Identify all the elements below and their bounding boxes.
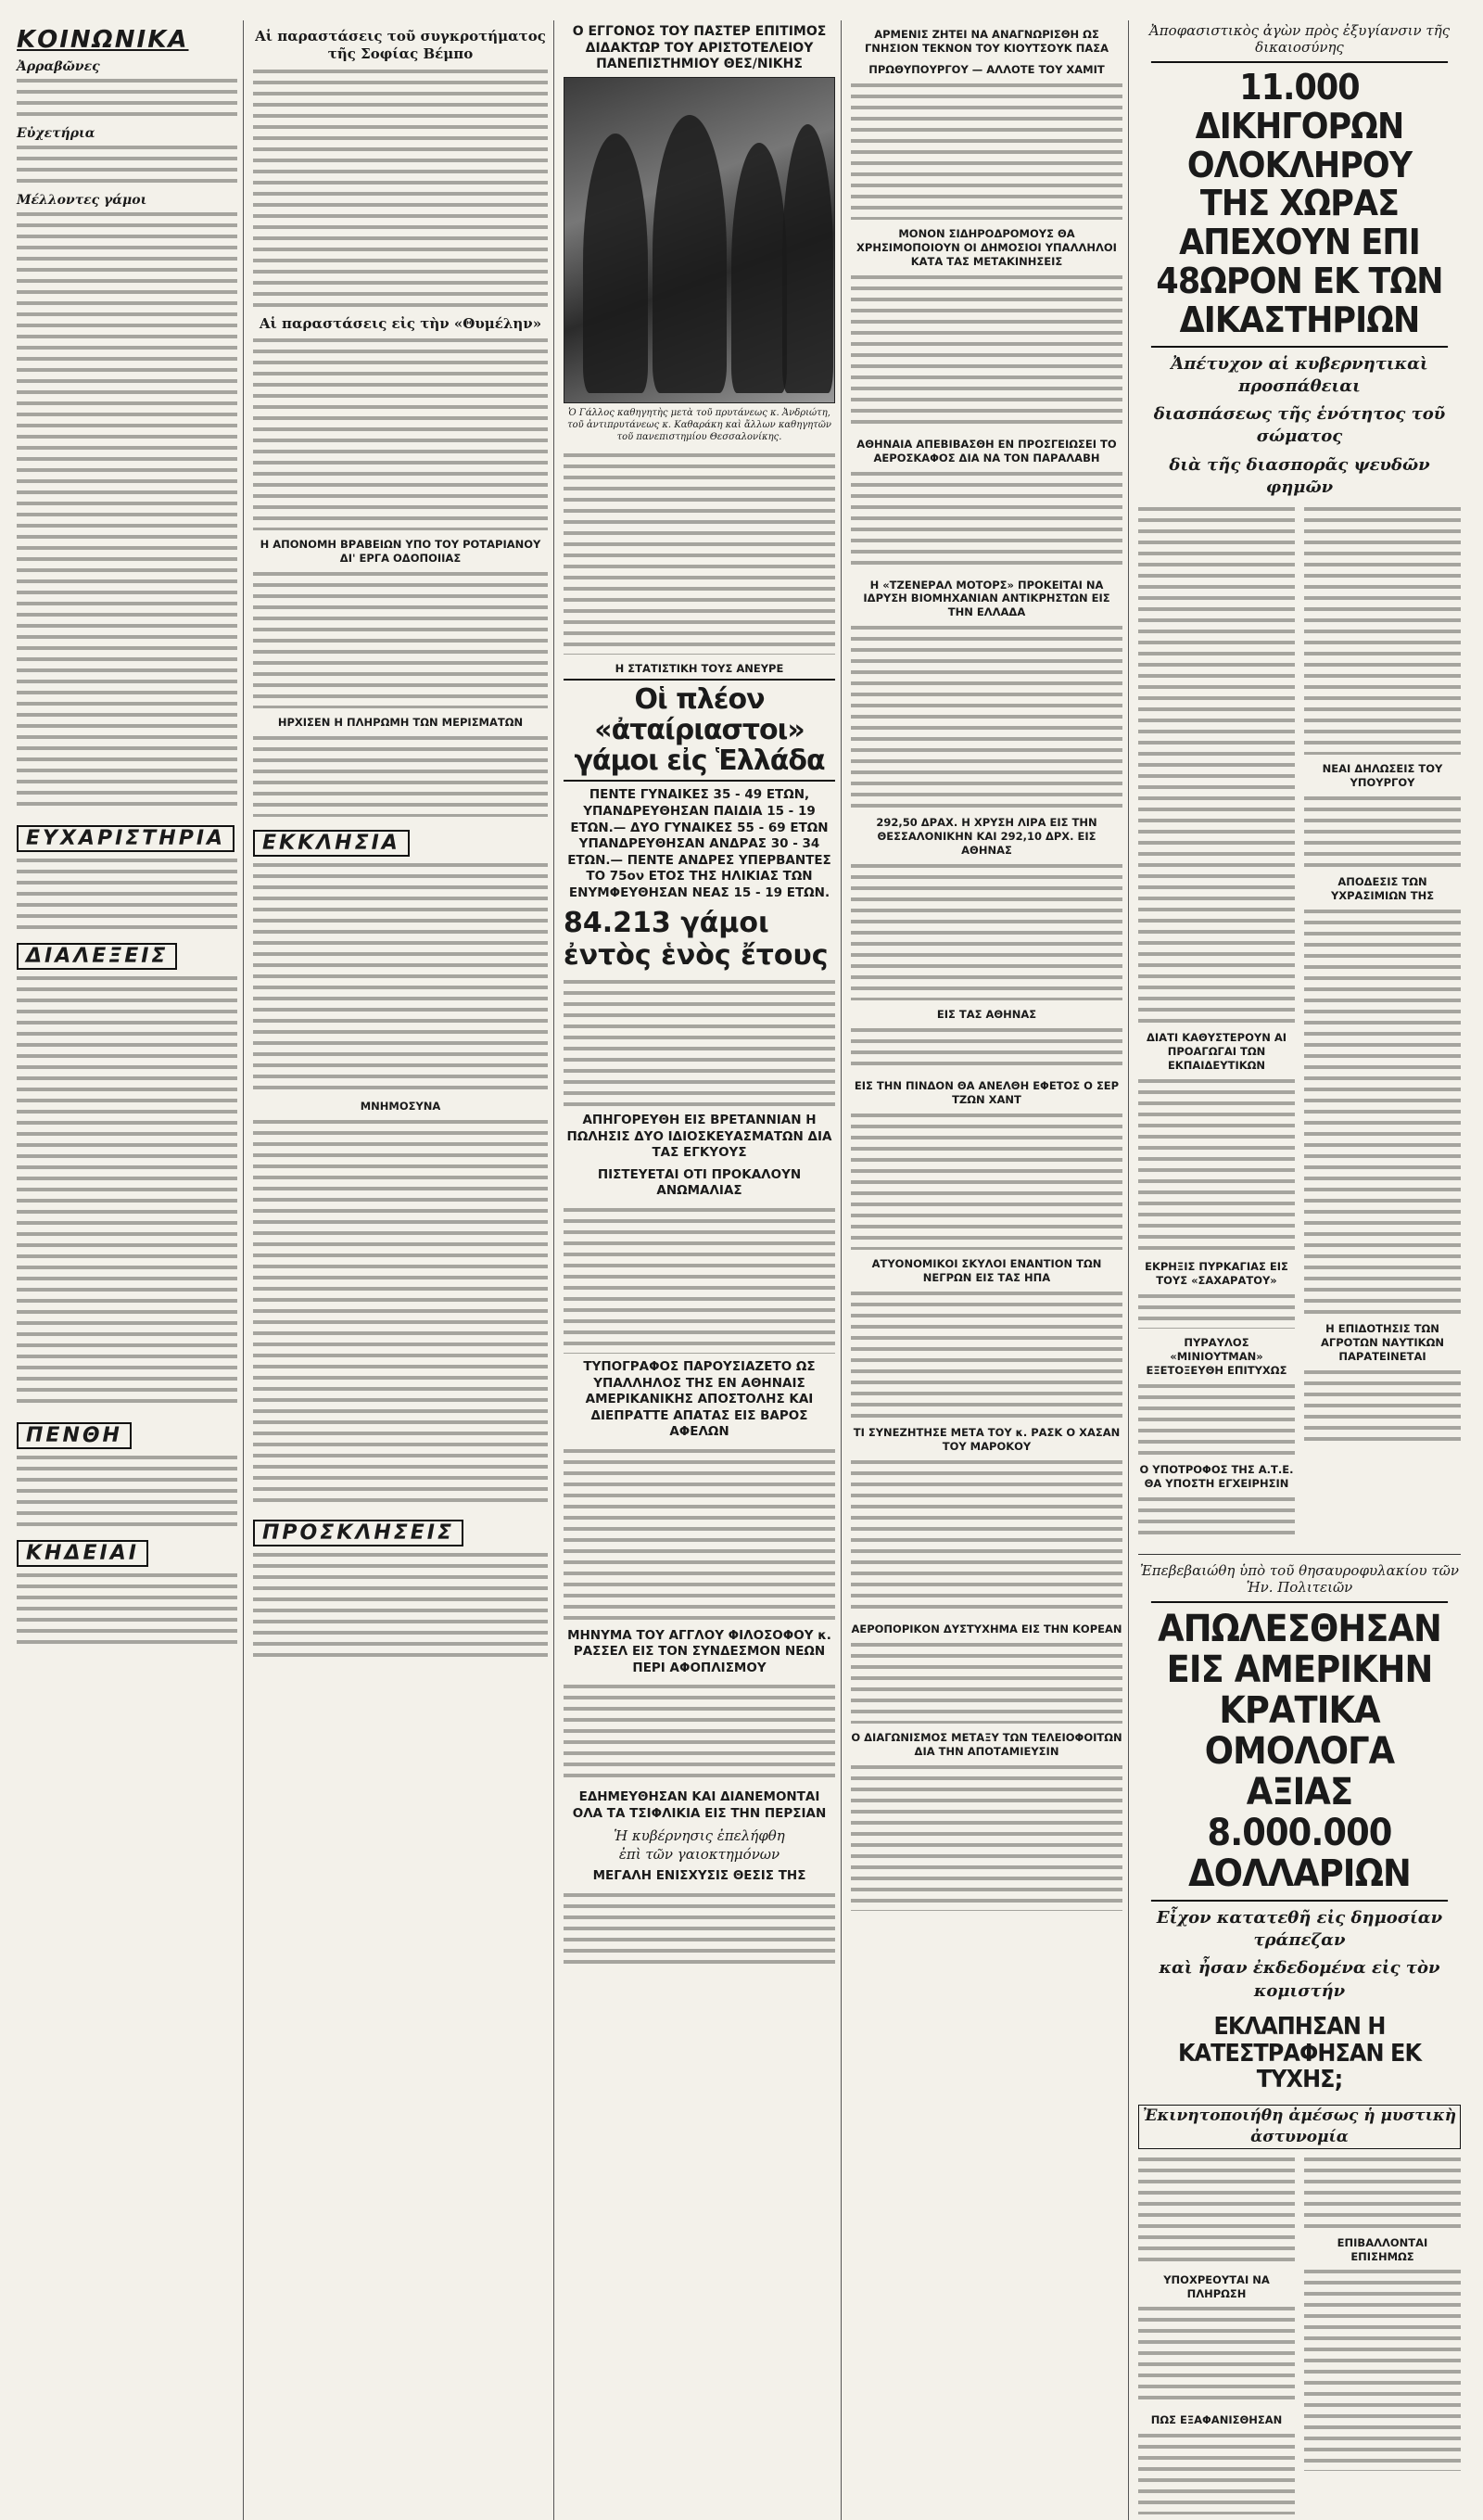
text-block [253,569,548,708]
text-block [253,1117,548,1507]
heading-nees-dilosis: ΝΕΑΙ ΔΗΛΩΣΕΙΣ ΤΟΥ ΥΠΟΥΡΓΟΥ [1322,762,1443,790]
heading-ypochreoutai: ΥΠΟΧΡΕΟΥΤΑΙ ΝΑ ΠΛΗΡΩΣΗ [1163,2272,1270,2300]
text-block [564,977,835,1107]
heading-eychetiria: Εὐχετήρια [17,126,95,141]
text-block [1138,1292,1295,1329]
heading-vempo: Αἱ παραστάσεις τοῦ συγκροτήματος τῆς Σοφίας Βέμπο [255,28,546,62]
section-kideiai: ΚΗΔΕΙΑΙ [17,1540,148,1567]
heading-ypotrofos: Ο ΥΠΟΤΡΟΦΟΣ ΤΗΣ Α.Τ.Ε. ΘΑ ΥΠΟΣΤΗ ΕΓΧΕΙΡΗΣΙΝ [1139,1462,1294,1490]
text-block [1138,1495,1295,1541]
heading-rotary: Η ΑΠΟΝΟΜΗ ΒΡΑΒΕΙΩΝ ΥΠΟ ΤΟΥ ΡΟΤΑΡΙΑΝΟΥ ΔΙ' ΕΡΓΑ ΟΔΟΠΟΙΙΑΣ [260,538,541,566]
text-block [564,1682,835,1784]
kicker-statistiki: Η ΣΤΑΤΙΣΤΙΚΗ ΤΟΥΣ ΑΝΕΥΡΕ [615,661,784,675]
headline-persia: ΕΔΗΜΕΥΘΗΣΑΝ ΚΑΙ ΔΙΑΝΕΜΟΝΤΑΙ ΟΛΑ ΤΑ ΤΣΙΦΛΙΚΙΑ ΕΙΣ ΤΗΝ ΠΕΡΣΙΑΝ [572,1789,827,1821]
text-block [564,1446,835,1623]
heading-pyrkagia: ΕΚΡΗΞΙΣ ΠΥΡΚΑΓΙΑΣ ΕΙΣ ΤΟΥΣ «ΣΑΧΑΡΑΤΟΥ» [1145,1260,1288,1288]
section-penthi: ΠΕΝΘΗ [17,1422,132,1449]
text-block [1138,2155,1295,2266]
text-block [253,733,548,817]
text-block [851,1640,1122,1724]
text-block [1304,907,1461,1315]
text-block [851,273,1122,430]
heading-arravones: Ἀρραβῶνες [17,59,100,74]
photo-caption: Ὁ Γάλλος καθηγητὴς μετὰ τοῦ πρυτάνεως κ. Ἀνδριώτη, τοῦ ἀντιπρυτάνεως κ. Καθαράκη καὶ ἄλλων καθηγητῶν τοῦ πανεπιστημίου Θεσσαλονίκης. [567,407,831,442]
heading-athinas: ΕΙΣ ΤΑΣ ΑΘΗΝΑΣ [936,1008,1037,1022]
section-koinonika: ΚΟΙΝΩΝΙΚΑ [17,26,189,54]
text-block [564,451,835,655]
text-block [851,1763,1122,1911]
text-block [17,76,237,121]
kicker-america: Ἐπεβεβαιώθη ὑπὸ τοῦ θησαυροφυλακίου τῶν Ἡν. Πολιτειῶν [1139,1561,1459,1596]
text-block [17,1571,237,1645]
subhead-persia-3: ΜΕΓΑΛΗ ΕΝΙΣΧΥΣΙΣ ΘΕΣΙΣ ΤΗΣ [592,1868,806,1884]
heading-pasteur: Ο ΕΓΓΟΝΟΣ ΤΟΥ ΠΑΣΤΕΡ ΕΠΙΤΙΜΟΣ ΔΙΔΑΚΤΩΡ ΤΟΥ ΑΡΙΣΤΟΤΕΛΕΙΟΥ ΠΑΝΕΠΙΣΤΗΜΙΟΥ ΘΕΣ/ΝΙΚΗΣ [572,24,827,71]
text-block [851,1111,1122,1250]
heading-armenis: ΑΡΜΕΝΙΣ ΖΗΤΕΙ ΝΑ ΑΝΑΓΝΩΡΙΣΘΗ ΩΣ ΓΝΗΣΙΟΝ ΤΕΚΝΟΝ ΤΟΥ ΚΙΟΥΤΣΟΥΚ ΠΑΣΑ [864,28,1109,55]
text-block [17,856,237,930]
text-block [17,210,237,812]
text-block [1304,504,1461,755]
column-social [17,20,244,2520]
text-block [851,469,1122,571]
subhead-america-3: ΕΚΛΑΠΗΣΑΝ Η ΚΑΤΕΣΤΡΑΦΗΣΑΝ ΕΚ ΤΥΧΗΣ; [1177,2012,1422,2094]
text-block [1138,1076,1295,1253]
photo-pasteur [564,77,835,403]
text-block [1304,2267,1461,2471]
subhead-america-2: καὶ ἦσαν ἐκδεδομένα εἰς τὸν κομιστήν [1159,1958,1440,2001]
heading-minuteman: ΠΥΡΑΥΛΟΣ «ΜΙΝΙΟΥΤΜΑΝ» ΕΞΕΤΟΞΕΥΘΗ ΕΠΙΤΥΧΩΣ [1146,1336,1287,1377]
subhead-britain: ΠΙΣΤΕΥΕΤΑΙ ΟΤΙ ΠΡΟΚΑΛΟΥΝ ΑΝΩΜΑΛΙΑΣ [597,1166,802,1199]
divider [1138,1554,1461,1555]
text-block [1138,1381,1295,1456]
headline-weddings: Οἱ πλέον «ἀταίριαστοι» γάμοι εἰς Ἑλλάδα [564,679,835,782]
heading-mellontes-gamoi: Μέλλοντες γάμοι [17,193,147,208]
headline-britain: ΑΠΗΓΟΡΕΥΘΗ ΕΙΣ ΒΡΕΤΑΝΝΙΑΝ Η ΠΩΛΗΣΙΣ ΔΥΟ ΙΔΙΟΣΚΕΥΑΣΜΑΤΩΝ ΔΙΑ ΤΑΣ ΕΓΚΥΟΥΣ [566,1113,832,1161]
headline-typografos: ΤΥΠΟΓΡΑΦΟΣ ΠΑΡΟΥΣΙΑΖΕΤΟ ΩΣ ΥΠΑΛΛΗΛΟΣ ΤΗΣ ΕΝ ΑΘΗΝΑΙΣ ΑΜΕΡΙΚΑΝΙΚΗΣ ΑΠΟΣΤΟΛΗΣ ΚΑΙ ΔΙΕΠΡΑΤΤΕ ΑΠΑΤΑΣ ΕΙΣ ΒΑΡΟΣ ΑΦΕΛΩΝ [583,1359,816,1440]
text-block [17,1453,237,1527]
text-block [851,1457,1122,1615]
text-block [1304,794,1461,868]
text-block [851,1289,1122,1419]
subhead-persia-2: ἐπὶ τῶν γαιοκτημόνων [618,1846,780,1864]
text-block [1138,2304,1295,2406]
text-block [851,1025,1122,1072]
heading-apoysia: ΑΠΟΔΕΣΙΣ ΤΩΝ ΥΧΡΑΣΙΜΙΩΝ ΤΗΣ [1330,875,1435,903]
heading-rask: ΤΙ ΣΥΝΕΖΗΤΗΣΕ ΜΕΤΑ ΤΟΥ κ. ΡΑΣΚ Ο ΧΑΣΑΝ ΤΟΥ ΜΑΡΟΚΟΥ [853,1425,1121,1453]
text-block [17,974,237,1409]
heading-aeroporikon: ΑΕΡΟΠΟΡΙΚΟΝ ΔΥΣΤΥΧΗΜΑ ΕΙΣ ΤΗΝ ΚΟΡΕΑΝ [851,1622,1122,1635]
text-block [17,143,237,187]
heading-nautika: Η ΕΠΙΔΟΤΗΣΙΣ ΤΩΝ ΑΓΡΟΤΩΝ ΝΑΥΤΙΚΩΝ ΠΑΡΑΤΕΙΝΕΤΑΙ [1321,1322,1444,1363]
subhead-lawyers-2: διασπάσεως τῆς ἑνότητος τοῦ σώματος [1153,404,1446,447]
heading-diagonismos: Ο ΔΙΑΓΩΝΙΣΜΟΣ ΜΕΤΑΞΥ ΤΩΝ ΤΕΛΕΙΟΦΟΙΤΩΝ ΔΙΑ ΤΗΝ ΑΠΟΤΑΜΙΕΥΣΙΝ [851,1730,1122,1758]
column-center [564,20,842,2520]
heading-skyloi: ΑΤΥΟΝΟΜΙΚΟΙ ΣΚΥΛΟΙ ΕΝΑΝΤΙΟΝ ΤΩΝ ΝΕΓΡΩΝ ΕΙΣ ΤΑΣ ΗΠΑ [871,1256,1102,1284]
section-eucharistiria: ΕΥΧΑΡΙΣΤΗΡΙΑ [17,825,234,852]
heading-motors: Η «ΤΖΕΝΕΡΑΛ ΜΟΤΟΡΣ» ΠΡΟΚΕΙΤΑΙ ΝΑ ΙΔΡΥΣΗ ΒΙΟΜΗΧΑΝΙΑΝ ΑΝΤΙΚΡΗΣΤΩΝ ΕΙΣ ΤΗΝ ΕΛΛΑΔΑ [863,578,1110,619]
subhead-persia-1: Ἡ κυβέρνησις ἐπελήφθη [614,1827,785,1845]
subhead-weddings: ΠΕΝΤΕ ΓΥΝΑΙΚΕΣ 35 - 49 ΕΤΩΝ, ΥΠΑΝΔΡΕΥΘΗΣΑΝ ΠΑΙΔΙΑ 15 - 19 ΕΤΩΝ.— ΔΥΟ ΓΥΝΑΙΚΕΣ 55 - 69 ΕΤΩΝ ΥΠΑΝΔΡΕΥΘΗΣΑΝ ΑΝΔΡΑΣ 30 - 34 ΕΤΩΝ.— ΠΕΝΤΕ ΑΝΔΡΕΣ ΥΠΕΡΒΑΝΤΕΣ ΤΟ 75ον ΕΤΟΣ ΤΗΣ ΗΛΙΚΙΑΣ ΤΩΝ ΕΝΥΜΦΕΥΘΗΣΑΝ ΝΕΑΣ 15 - 19 ΕΤΩΝ. [567,787,831,900]
heading-sidirodromous: ΜΟΝΟΝ ΣΙΔΗΡΟΔΡΟΜΟΥΣ ΘΑ ΧΡΗΣΙΜΟΠΟΙΟΥΝ ΟΙ ΔΗΜΟΣΙΟΙ ΥΠΑΛΛΗΛΟΙ ΚΑΤΑ ΤΑΣ ΜΕΤΑΚΙΝΗΣΕΙΣ [856,226,1117,268]
headline-wedding-count: 84.213 γάμοι ἐντὸς ἑνὸς ἔτους [564,907,829,973]
text-block [253,860,548,1092]
text-block [851,623,1122,808]
section-proskliseis: ΠΡΟΣΚΛΗΣΕΙΣ [253,1520,463,1546]
heading-mnimosyna: ΜΝΗΜΟΣΥΝΑ [360,1100,441,1114]
text-block [253,1550,548,1661]
subhead-lawyers-3: διὰ τῆς διασπορᾶς ψευδῶν φημῶν [1169,454,1430,498]
text-block [1304,2155,1461,2229]
text-block [564,1890,835,1965]
heading-merismata: ΗΡΧΙΣΕΝ Η ΠΛΗΡΩΜΗ ΤΩΝ ΜΕΡΙΣΜΑΤΩΝ [277,716,524,730]
subhead-armenis: ΠΡΩΘΥΠΟΥΡΓΟΥ — ΑΛΛΟΤΕ ΤΟΥ ΧΑΜΙΤ [868,62,1105,76]
text-block [1304,1368,1461,1442]
text-block [1138,2431,1295,2514]
heading-kathisteroun: ΔΙΑΤΙ ΚΑΘΥΣΤΕΡΟΥΝ ΑΙ ΠΡΟΑΓΩΓΑΙ ΤΩΝ ΕΚΠΑΙΔΕΥΤΙΚΩΝ [1146,1031,1287,1073]
section-ekklisia: ΕΚΚΛΗΣΙΑ [253,830,410,857]
text-block [1138,504,1295,1024]
headline-lawyers: 11.000 ΔΙΚΗΓΟΡΩΝ ΟΛΟΚΛΗΡΟΥ ΤΗΣ ΧΩΡΑΣ ΑΠΕΧΟΥΝ ΕΠΙ 48ΩΡΟΝ ΕΚ ΤΩΝ ΔΙΚΑΣΤΗΡΙΩΝ [1151,61,1448,348]
text-block [253,67,548,308]
text-block [564,1205,835,1354]
column-theatre-church [253,20,554,2520]
text-block [851,861,1122,1000]
kicker-lawyers: Ἀποφασιστικὸς ἀγὼν πρὸς ἐξυγίανσιν τῆς δικαιοσύνης [1148,22,1451,56]
section-dialexeis: ΔΙΑΛΕΞΕΙΣ [17,943,177,970]
subhead-lawyers-1: Ἀπέτυχον αἱ κυβερνητικαὶ προσπάθειαι [1171,353,1428,396]
headline-america: ΑΠΩΛΕΣΘΗΣΑΝ ΕΙΣ ΑΜΕΡΙΚΗΝ ΚΡΑΤΙΚΑ ΟΜΟΛΟΓΑ ΑΞΙΑΣ 8.000.000 ΔΟΛΛΑΡΙΩΝ [1151,1601,1448,1902]
column-news [851,20,1129,2520]
heading-pos-exafanisthisan: ΠΩΣ ΕΞΑΦΑΝΙΣΘΗΣΑΝ [1150,2413,1283,2427]
heading-thymeli: Αἱ παραστάσεις εἰς τὴν «Θυμέλην» [259,314,542,332]
heading-athenia: ΑΘΗΝΑΙΑ ΑΠΕΒΙΒΑΣΘΗ ΕΝ ΠΡΟΣΓΕΙΩΣΕΙ ΤΟ ΑΕΡΟΣΚΑΦΟΣ ΔΙΑ ΝΑ ΤΟΝ ΠΑΡΑΛΑΒΗ [856,437,1117,465]
text-block [851,81,1122,220]
text-block [253,336,548,530]
heading-lira: 292,50 ΔΡΑΧ. Η ΧΡΥΣΗ ΛΙΡΑ ΕΙΣ ΤΗΝ ΘΕΣΣΑΛΟΝΙΚΗΝ ΚΑΙ 292,10 ΔΡΧ. ΕΙΣ ΑΘΗΝΑΣ [876,816,1097,858]
subhead-america-1: Εἶχον κατατεθῆ εἰς δημοσίαν τράπεζαν [1156,1907,1443,1951]
headline-russell: ΜΗΝΥΜΑ ΤΟΥ ΑΓΓΛΟΥ ΦΙΛΟΣΟΦΟΥ κ. ΡΑΣΣΕΛ ΕΙΣ ΤΟΝ ΣΥΝΔΕΣΜΟΝ ΝΕΩΝ ΠΕΡΙ ΑΦΟΠΛΙΣΜΟΥ [567,1627,831,1675]
heading-pindos: ΕΙΣ ΤΗΝ ΠΙΝΔΟΝ ΘΑ ΑΝΕΛΘΗ ΕΦΕΤΟΣ Ο ΣΕΡ ΤΖΩΝ ΧΑΝΤ [854,1079,1120,1106]
column-lead [1138,20,1466,2520]
subhead-america-4: Ἐκινητοποιήθη ἀμέσως ἡ μυστικὴ ἀστυνομία [1138,2105,1461,2149]
heading-epivallontai: ΕΠΙΒΑΛΛΟΝΤΑΙ ΕΠΙΣΗΜΩΣ [1337,2235,1428,2263]
